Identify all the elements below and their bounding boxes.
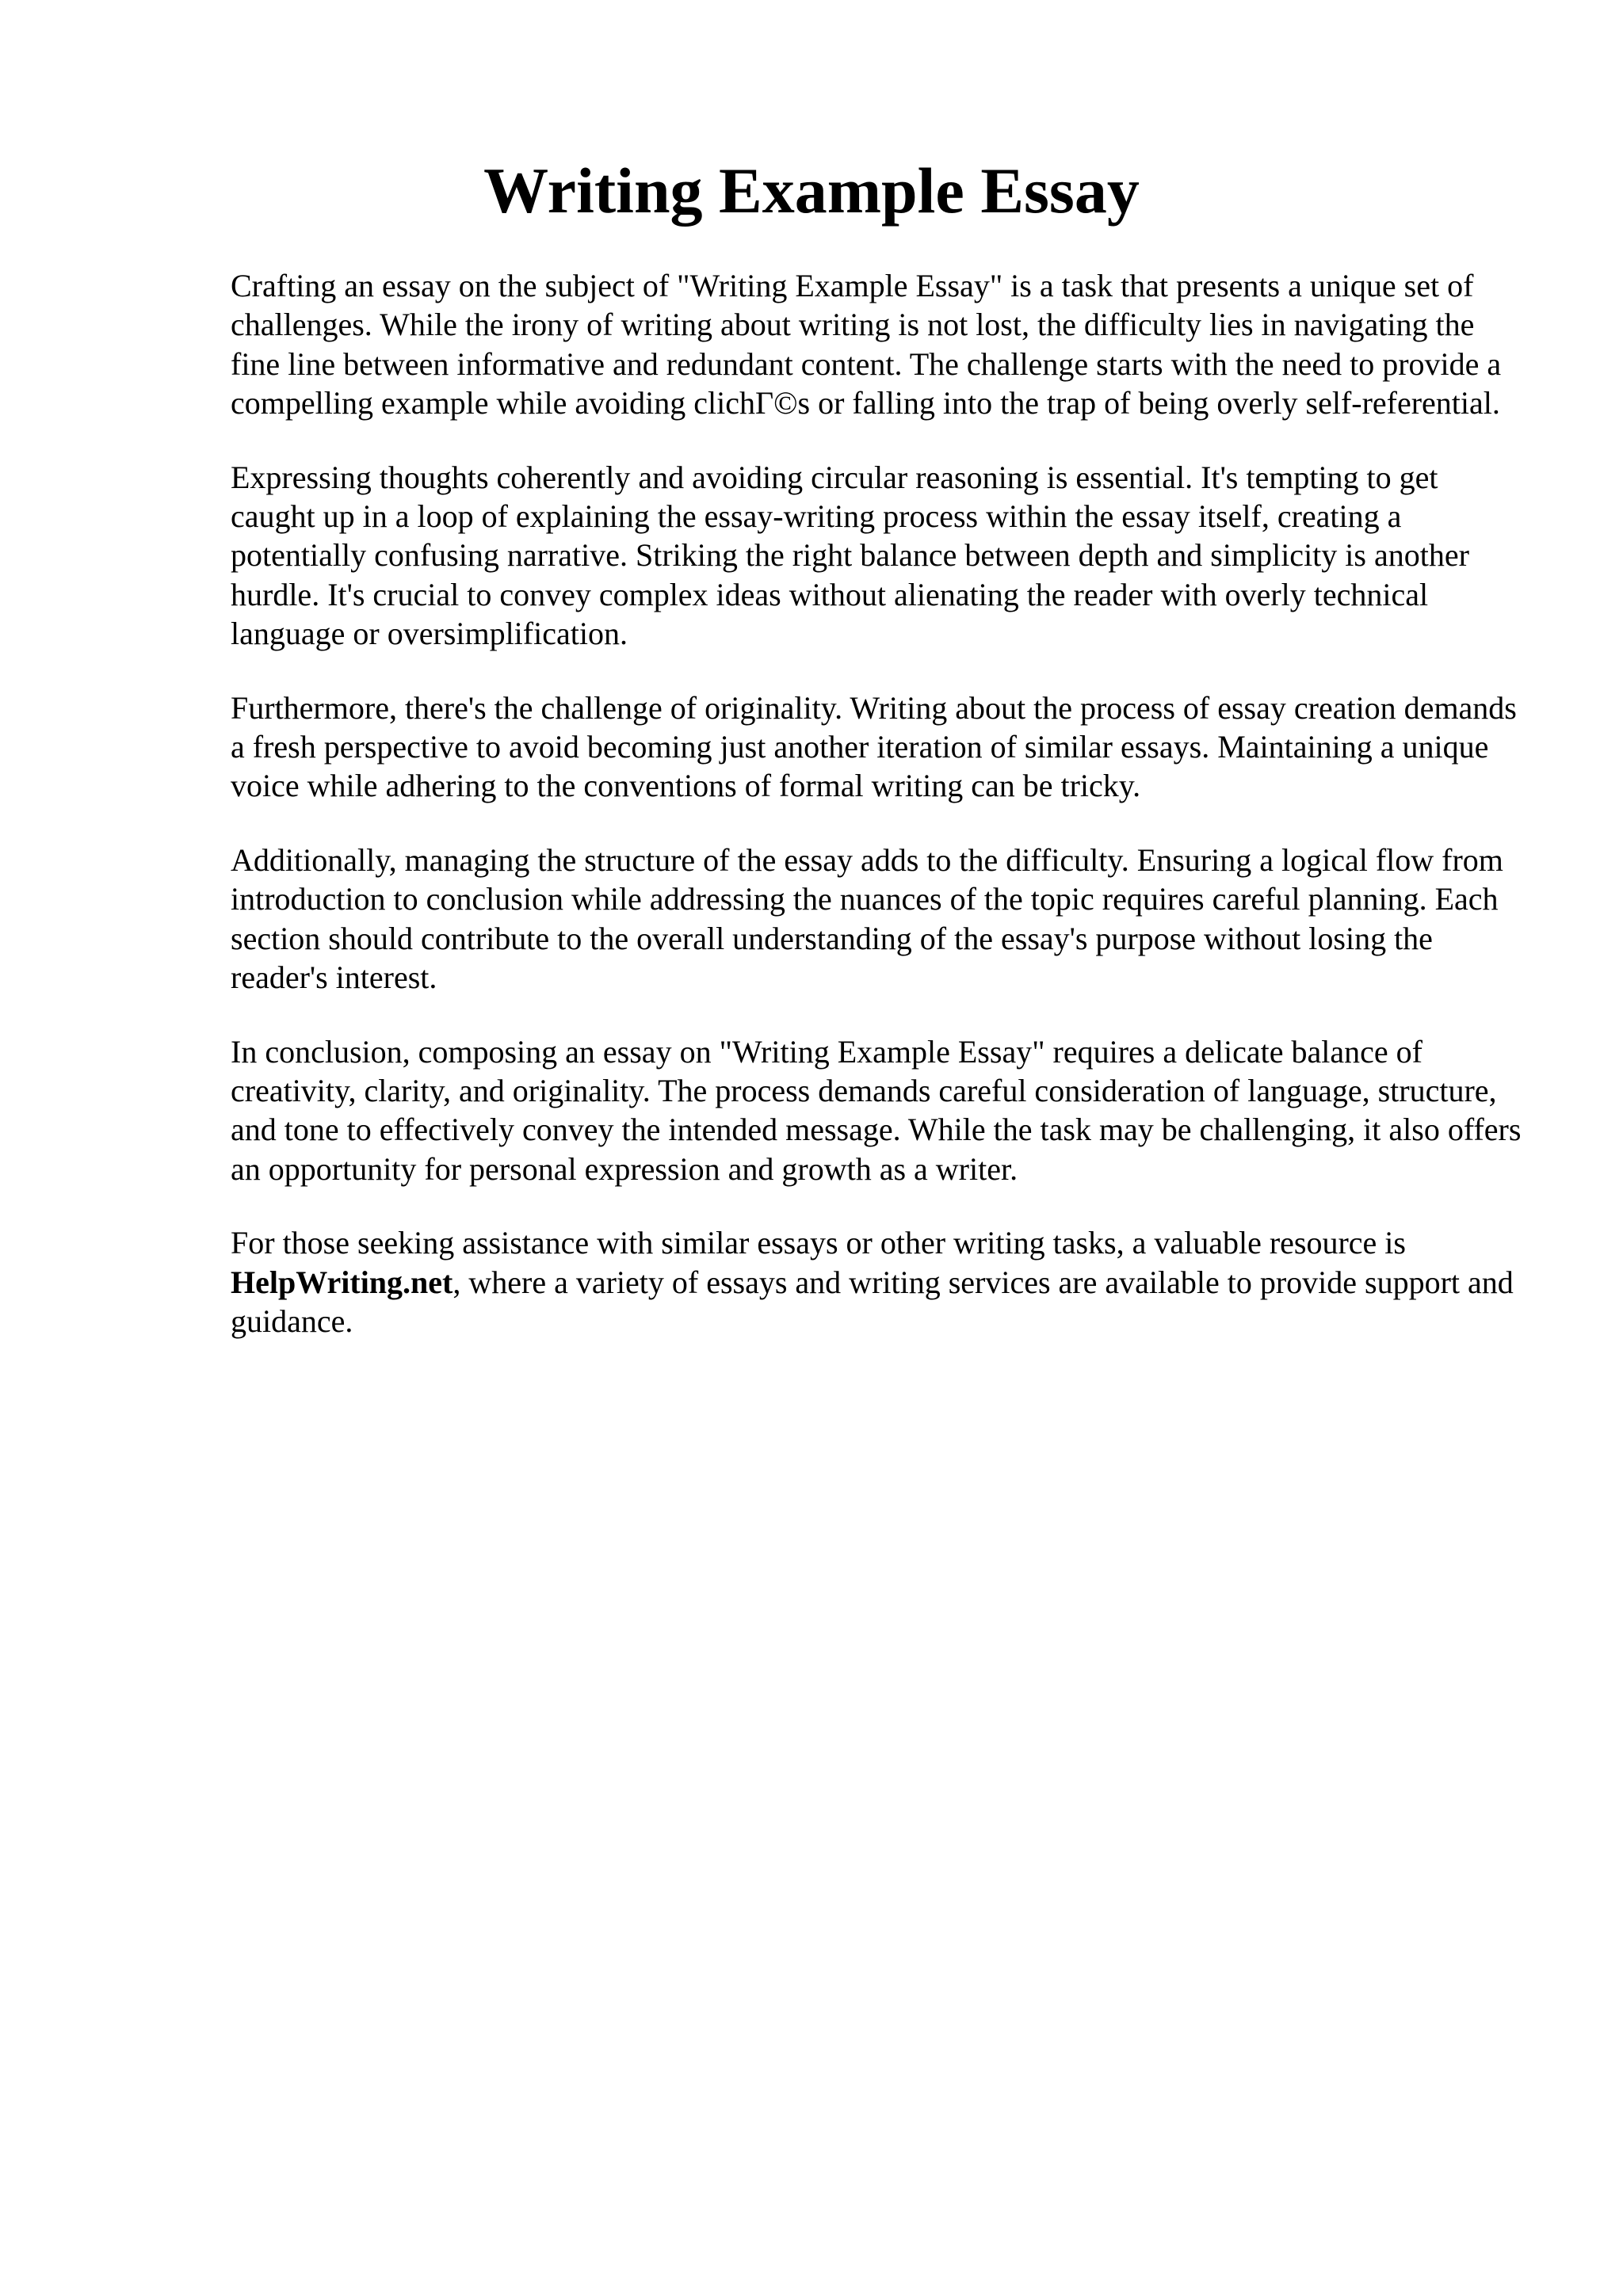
paragraph-intro: Crafting an essay on the subject of "Writing Example Essay" is a task that presents a unique set of challenges. While the irony of writing about writing is not lost, the difficulty lies in navigating the fine line between informative and redundant content. The challenge starts with the need to provide a compelling example while avoiding clichΓ©s or falling into the trap of being overly self-referential. (231, 268, 1502, 421)
resource-text-after: , where a variety of essays and writing services are available to provide support and guidance. (231, 1264, 1514, 1339)
paragraph-resource (231, 1223, 1530, 1341)
essay-body (231, 266, 1530, 1375)
page-title: Writing Example Essay (483, 154, 1140, 227)
helpwriting-link[interactable]: HelpWriting.net (231, 1264, 453, 1300)
paragraph-structure: Additionally, managing the structure of the essay adds to the difficulty. Ensuring a logical flow from introduction to conclusion while addressing the nuances of the topic requires careful planning. Each section should contribute to the overall understanding of the essay's purpose without losing the reader's interest. (231, 841, 1503, 996)
resource-text-before: For those seeking assistance with similar essays or other writing tasks, a valuable resource is (231, 1225, 1406, 1261)
paragraph-conclusion: In conclusion, composing an essay on "Writing Example Essay" requires a delicate balance of creativity, clarity, and originality. The process demands careful consideration of language, structure, and tone to effectively convey the intended message. While the task may be challenging, it also offers an opportunity for personal expression and growth as a writer. (231, 1033, 1522, 1187)
paragraph-originality: Furthermore, there's the challenge of originality. Writing about the process of essay creation demands a fresh perspective to avoid becoming just another iteration of similar essays. Maintaining a unique voice while adhering to the conventions of formal writing can be tricky. (231, 689, 1517, 804)
paragraph-coherence: Expressing thoughts coherently and avoiding circular reasoning is essential. It's tempting to get caught up in a loop of explaining the essay-writing process within the essay itself, creating a potentially confusing narrative. Striking the right balance between depth and simplicity is another hurdle. It's crucial to convey complex ideas without alienating the reader with overly technical language or oversimplification. (231, 459, 1469, 652)
